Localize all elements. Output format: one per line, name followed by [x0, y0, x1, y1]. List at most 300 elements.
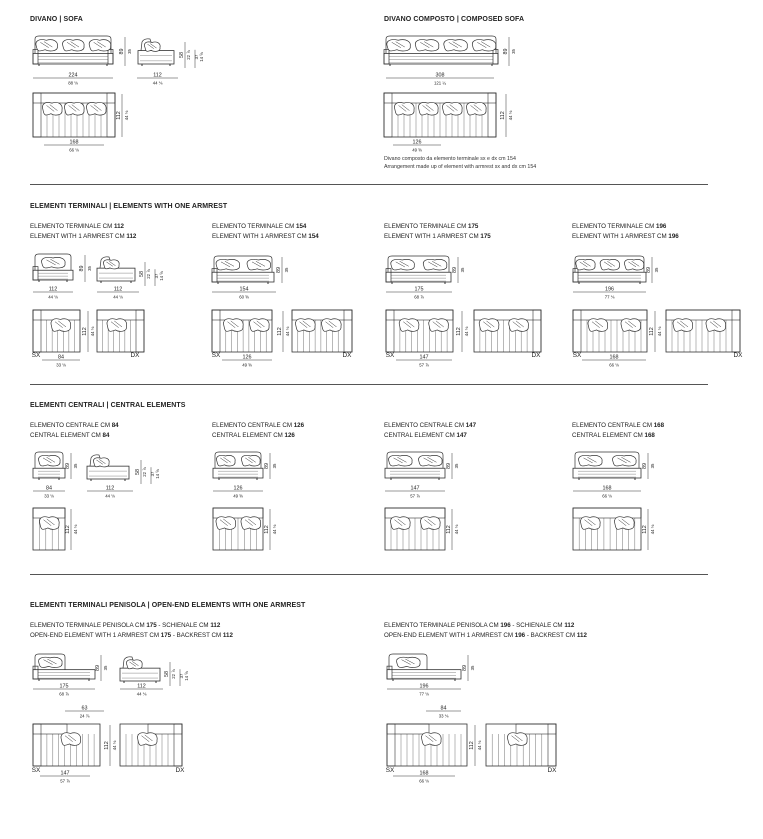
- central-168-front: [573, 452, 641, 480]
- terminal-154-plan-dx: [292, 310, 352, 352]
- section-title-sofa: DIVANO | SOFA: [30, 16, 83, 23]
- cushion: [63, 40, 85, 51]
- dimension-value: 84: [58, 354, 64, 361]
- side-label: [131, 352, 141, 359]
- dimension-value: 168: [69, 139, 79, 146]
- cushion: [673, 319, 693, 332]
- side-label: [32, 767, 41, 774]
- section-title-central: ELEMENTI CENTRALI | CENTRAL ELEMENTS: [30, 402, 186, 409]
- dimension-inches: 44 ⅛: [112, 740, 117, 751]
- dimension-value: 89: [264, 463, 270, 469]
- terminal-154-front: [212, 256, 274, 284]
- dimension-value: 224: [68, 72, 78, 79]
- peninsula-175-front: [33, 654, 95, 681]
- dimension-value: 154: [239, 286, 249, 293]
- label-value: 175: [468, 223, 479, 230]
- label-it: ELEMENTO TERMINALE CM: [30, 223, 115, 230]
- height-dimension: [469, 725, 482, 766]
- composed-plan: [384, 93, 496, 137]
- dimension-inches: 49 ⅝: [242, 362, 252, 368]
- label-value: 112: [222, 631, 233, 639]
- dimension-inches: 35: [127, 49, 132, 54]
- width-dimension: [213, 486, 263, 499]
- central-168-plan: [573, 508, 641, 550]
- dimension-value: 63: [81, 705, 88, 712]
- cushion: [508, 733, 528, 746]
- cushion: [706, 319, 726, 332]
- cushion: [421, 517, 441, 530]
- dimension-inches: 35: [73, 463, 78, 469]
- dimension-inches: 22 ⅞: [146, 269, 151, 279]
- outline: [387, 724, 429, 734]
- side-label: [176, 767, 186, 774]
- central-84-front: [33, 452, 65, 480]
- dimension-inches: 66 ⅛: [69, 147, 79, 153]
- label-en: CENTRAL ELEMENT CM: [30, 431, 103, 439]
- dimension-value: 58: [139, 271, 145, 277]
- dimension-value: 37: [179, 673, 184, 679]
- outline: [573, 310, 581, 352]
- outline: [385, 508, 445, 518]
- dimension-value: 58: [179, 52, 185, 58]
- central-126-front: [213, 452, 263, 480]
- dimension-inches: 35: [87, 266, 92, 271]
- label-en: OPEN-END ELEMENT WITH 1 ARMREST CM: [30, 631, 161, 639]
- cushion: [42, 257, 66, 268]
- dimension-value: 112: [104, 741, 110, 750]
- label-value: 126: [293, 422, 305, 429]
- dimension-inches: 44 ⅛: [152, 80, 163, 86]
- label-it: - SCHIENALE CM: [156, 622, 211, 629]
- outline: [386, 310, 394, 352]
- dimension-inches: 22 ⅞: [186, 50, 191, 60]
- dimension-value: 175: [59, 683, 69, 690]
- dimension-value: 126: [242, 354, 252, 361]
- height-dimension: [264, 453, 277, 479]
- cushion: [615, 517, 635, 530]
- width-dimension: [120, 684, 163, 697]
- label-value: 175: [160, 631, 172, 639]
- dimension-value: 112: [456, 327, 462, 336]
- cushion: [415, 40, 439, 51]
- label-it: ELEMENTO TERMINALE PENISOLA CM: [30, 622, 147, 629]
- label-it: ELEMENTO CENTRALE CM: [572, 422, 654, 429]
- width-dimension: [87, 486, 133, 499]
- dimension-value: 37: [150, 471, 155, 477]
- peninsula-196-plan-dx: [486, 724, 556, 766]
- outline: [387, 724, 395, 766]
- terminal-196-plan-dx: [666, 310, 740, 352]
- label-value: 147: [456, 431, 467, 439]
- peninsula-196-front: [387, 654, 461, 681]
- dimension-inches: 57 ⅞: [419, 362, 429, 368]
- dimension-value: 147: [410, 485, 420, 492]
- central-126-plan: [213, 508, 263, 550]
- side-dimensions: [135, 460, 160, 484]
- outline: [573, 468, 641, 478]
- dimension-inches: 66 ⅛: [419, 778, 429, 784]
- dimension-inches: 44 ⅛: [73, 524, 78, 535]
- cushion: [576, 259, 595, 270]
- cushion: [625, 259, 644, 270]
- dimension-inches: 49 ⅝: [412, 147, 422, 153]
- side-label: [532, 352, 542, 359]
- cushion: [613, 455, 637, 466]
- terminal-112-plan-dx: [97, 310, 144, 352]
- side-marker: DX: [531, 352, 541, 359]
- peninsula-175-side: [120, 657, 160, 683]
- label-en: CENTRAL ELEMENT CM: [384, 431, 457, 439]
- dimension-inches: 44 ⅛: [508, 110, 513, 121]
- cushion: [247, 259, 271, 270]
- central-84-side: [87, 455, 129, 481]
- outline: [107, 93, 115, 137]
- dimension-inches: 44 ⅛: [105, 493, 115, 499]
- width-dimension: [386, 287, 452, 300]
- dimension-value: 147: [60, 770, 70, 777]
- outline: [573, 269, 578, 282]
- side-label: [548, 767, 558, 774]
- cushion: [509, 319, 529, 332]
- width-dimension: [387, 684, 461, 697]
- width-dimension: [33, 287, 73, 300]
- side-label: [32, 352, 41, 359]
- side-marker: SX: [31, 767, 41, 774]
- width-dimension: [393, 140, 441, 153]
- label-value: 112: [210, 622, 221, 629]
- terminal-112-plan-sx: [33, 310, 80, 352]
- height-dimension: [642, 509, 655, 550]
- terminal-112-side: [97, 257, 135, 283]
- height-dimension: [276, 257, 289, 283]
- width-dimension: [212, 287, 276, 300]
- cushion: [322, 319, 342, 332]
- outline: [488, 93, 496, 137]
- side-label: [734, 352, 744, 359]
- dimension-value: 89: [462, 665, 468, 671]
- dimension-value: 112: [82, 327, 88, 336]
- dimension-inches: 44 ⅛: [90, 326, 95, 337]
- dimension-value: 89: [119, 48, 125, 55]
- side-label: [573, 352, 582, 359]
- label-value: 196: [514, 631, 526, 639]
- label-value: 168: [653, 422, 665, 429]
- dimension-value: 112: [48, 286, 58, 293]
- terminal-175-plan-dx: [474, 310, 541, 352]
- dimension-inches: 35: [454, 463, 459, 469]
- width-dimension: [97, 287, 139, 300]
- outline: [384, 93, 392, 137]
- side-marker: SX: [385, 767, 395, 774]
- sofa-side: [138, 39, 174, 66]
- outline: [387, 666, 392, 679]
- dimension-inches: 44 ⅛: [124, 110, 129, 121]
- outline: [573, 508, 641, 518]
- height-dimension: [452, 257, 465, 283]
- outline: [573, 272, 646, 282]
- height-dimension: [116, 94, 129, 137]
- height-dimension: [82, 311, 95, 352]
- cushion: [250, 319, 270, 332]
- width-dimension: [573, 486, 641, 499]
- dimension-inches: 24 ⅞: [79, 713, 90, 719]
- label-it: ELEMENTO TERMINALE PENISOLA CM: [384, 622, 501, 629]
- dimension-value: 89: [642, 463, 648, 469]
- label-value: 84: [111, 422, 119, 429]
- outline: [108, 50, 113, 65]
- dimension-inches: 44 ⅛: [657, 326, 662, 337]
- width-dimension: [44, 140, 104, 153]
- height-dimension: [456, 311, 469, 352]
- dimension-inches: 35: [284, 267, 289, 273]
- label-en: CENTRAL ELEMENT CM: [572, 431, 645, 439]
- dimension-value: 126: [412, 139, 422, 146]
- outline: [33, 50, 38, 65]
- terminal-196-plan-sx: [573, 310, 647, 352]
- height-dimension: [503, 37, 516, 66]
- terminal-175-plan-sx: [386, 310, 453, 352]
- cushion: [51, 319, 71, 332]
- dimension-inches: 44 ⅛: [136, 691, 147, 697]
- outline: [732, 310, 740, 352]
- outline: [213, 468, 263, 478]
- cushion: [39, 657, 63, 667]
- dimension-inches: 22 ⅞: [171, 669, 176, 679]
- dimension-value: 84: [440, 705, 447, 712]
- dimension-inches: 14 ⅝: [155, 469, 160, 479]
- label-it: ELEMENTO CENTRALE CM: [384, 422, 466, 429]
- cushion: [387, 40, 411, 51]
- dimension-inches: 44 ⅛: [454, 524, 459, 535]
- cushion: [40, 517, 60, 530]
- outline: [548, 724, 556, 766]
- outline: [533, 310, 541, 352]
- outline: [33, 468, 65, 478]
- side-marker: SX: [385, 352, 395, 359]
- dimension-inches: 33 ⅛: [56, 362, 66, 368]
- cushion: [422, 733, 442, 746]
- height-dimension: [446, 453, 459, 479]
- dimension-inches: 14 ⅝: [159, 271, 164, 281]
- dimension-value: 112: [113, 286, 123, 293]
- cushion: [467, 102, 487, 115]
- height-dimension: [277, 311, 290, 352]
- outline: [33, 724, 41, 766]
- dimension-inches: 77 ⅛: [419, 691, 429, 697]
- dimension-inches: 60 ⅝: [239, 294, 249, 300]
- cushion: [43, 102, 63, 115]
- cushion: [472, 40, 496, 51]
- dimension-inches: 35: [103, 665, 108, 671]
- cushion: [89, 40, 111, 51]
- outline: [87, 466, 129, 479]
- dimension-value: 112: [264, 525, 270, 534]
- dimension-value: 89: [65, 463, 71, 469]
- outline: [493, 50, 498, 65]
- sofa-plan: [33, 93, 115, 137]
- label-it: ELEMENTO TERMINALE CM: [572, 223, 657, 230]
- outline: [33, 267, 38, 280]
- terminal-196-front: [573, 256, 646, 284]
- width-dimension: [582, 355, 646, 368]
- width-dimension: [426, 706, 461, 719]
- dimension-inches: 44 ⅛: [464, 326, 469, 337]
- dimension-value: 112: [649, 327, 655, 336]
- side-marker: SX: [572, 352, 582, 359]
- dimension-value: 58: [164, 671, 170, 677]
- cushion: [429, 319, 449, 332]
- outline: [33, 310, 41, 352]
- label-value: 112: [564, 622, 575, 629]
- outline: [384, 50, 389, 65]
- peninsula-175-plan-sx: [33, 724, 100, 766]
- dimension-value: 37: [194, 54, 199, 60]
- sofa-front: [33, 36, 113, 66]
- side-marker: DX: [547, 767, 557, 774]
- outline: [385, 468, 445, 478]
- outline: [136, 310, 144, 352]
- dimension-inches: 57 ⅞: [410, 493, 420, 499]
- dimension-inches: 66 ⅛: [602, 493, 612, 499]
- label-it: ELEMENTO TERMINALE CM: [212, 223, 297, 230]
- outline: [33, 53, 113, 64]
- cushion: [61, 733, 81, 746]
- cushion: [395, 102, 415, 115]
- dimension-value: 126: [233, 485, 243, 492]
- height-dimension: [119, 37, 132, 66]
- dimension-value: 175: [414, 286, 424, 293]
- cushion: [126, 660, 142, 669]
- label-value: 175: [480, 232, 491, 240]
- dimension-value: 112: [500, 111, 506, 120]
- dimension-value: 58: [135, 469, 141, 475]
- side-label: [386, 352, 395, 359]
- cushion: [579, 455, 603, 466]
- cushion: [621, 319, 641, 332]
- terminal-154-plan-sx: [212, 310, 272, 352]
- outline: [120, 668, 160, 681]
- dimension-value: 112: [137, 683, 146, 690]
- dimension-inches: 35: [272, 463, 277, 469]
- dimension-value: 196: [419, 683, 429, 690]
- cushion: [397, 657, 421, 667]
- outline: [97, 268, 135, 281]
- label-en: - BACKREST CM: [525, 631, 577, 639]
- outline: [384, 53, 498, 64]
- dimension-value: 89: [95, 665, 101, 671]
- cushion: [107, 319, 127, 332]
- dimension-inches: 35: [511, 49, 516, 54]
- height-dimension: [642, 453, 655, 479]
- height-dimension: [446, 509, 459, 550]
- cushion: [65, 102, 85, 115]
- label-en: - BACKREST CM: [171, 631, 223, 639]
- dimension-inches: 121 ¼: [434, 80, 446, 86]
- label-value: 84: [102, 431, 110, 439]
- label-en: ELEMENT WITH 1 ARMREST CM: [212, 232, 309, 240]
- label-value: 168: [644, 431, 655, 439]
- height-dimension: [104, 725, 117, 766]
- dimension-inches: 35: [460, 267, 465, 273]
- height-dimension: [264, 509, 277, 550]
- dimension-value: 112: [65, 525, 71, 534]
- central-84-plan: [33, 508, 65, 550]
- cushion: [103, 260, 119, 269]
- side-marker: DX: [733, 352, 743, 359]
- label-value: 154: [308, 232, 319, 240]
- cushion: [224, 319, 244, 332]
- dimension-value: 37: [154, 273, 159, 279]
- dimension-value: 196: [605, 286, 614, 293]
- dimension-value: 168: [602, 485, 612, 492]
- dimension-value: 112: [105, 485, 115, 492]
- cushion: [581, 517, 601, 530]
- cushion: [419, 455, 443, 466]
- cushion: [588, 319, 608, 332]
- dimension-inches: 68 ⅞: [414, 294, 424, 300]
- central-147-plan: [385, 508, 445, 550]
- dimension-value: 89: [452, 267, 458, 273]
- cushion: [296, 319, 316, 332]
- dimension-inches: 44 ⅛: [113, 294, 123, 300]
- dimension-inches: 14 ⅝: [184, 671, 189, 681]
- dimension-value: 112: [116, 111, 122, 120]
- label-en: CENTRAL ELEMENT CM: [212, 431, 285, 439]
- section-title-composed: DIVANO COMPOSTO | COMPOSED SOFA: [384, 16, 525, 23]
- height-dimension: [65, 453, 78, 479]
- label-value: 154: [296, 223, 307, 230]
- cushion: [399, 319, 419, 332]
- outline: [33, 508, 65, 550]
- dimension-inches: 44 ⅛: [272, 524, 277, 535]
- dimension-inches: 49 ⅝: [233, 493, 243, 499]
- composed-note-it: Divano composto da elemento terminale sx e dx cm 154: [384, 156, 516, 162]
- terminal-112-front: [33, 254, 73, 282]
- outline: [138, 51, 174, 64]
- label-it: ELEMENTO TERMINALE CM: [384, 223, 469, 230]
- width-dimension: [396, 355, 452, 368]
- label-value: 112: [114, 223, 124, 230]
- cushion: [36, 40, 58, 51]
- side-dimensions: [179, 42, 204, 68]
- height-dimension: [649, 311, 662, 352]
- dimension-value: 112: [642, 525, 648, 534]
- side-marker: SX: [211, 352, 221, 359]
- label-value: 126: [284, 431, 295, 439]
- dimension-inches: 77 ⅛: [604, 294, 615, 300]
- dimension-value: 147: [419, 354, 429, 361]
- side-marker: DX: [175, 767, 185, 774]
- side-dimensions: [139, 262, 164, 286]
- cushion: [443, 102, 463, 115]
- width-dimension: [65, 706, 104, 719]
- cushion: [216, 455, 235, 466]
- height-dimension: [95, 655, 108, 681]
- dimension-inches: 44 ⅛: [48, 294, 58, 300]
- outline: [33, 93, 41, 137]
- dimension-inches: 35: [650, 463, 655, 469]
- dimension-inches: 44 ⅛: [477, 740, 482, 751]
- width-dimension: [42, 355, 80, 368]
- central-147-front: [385, 452, 445, 480]
- width-dimension: [573, 287, 646, 300]
- dimension-inches: 35: [654, 267, 659, 273]
- dimension-value: 308: [435, 72, 445, 79]
- width-dimension: [137, 73, 178, 86]
- dimension-value: 89: [79, 265, 85, 272]
- dimension-inches: 66 ⅛: [609, 362, 619, 368]
- outline: [344, 310, 352, 352]
